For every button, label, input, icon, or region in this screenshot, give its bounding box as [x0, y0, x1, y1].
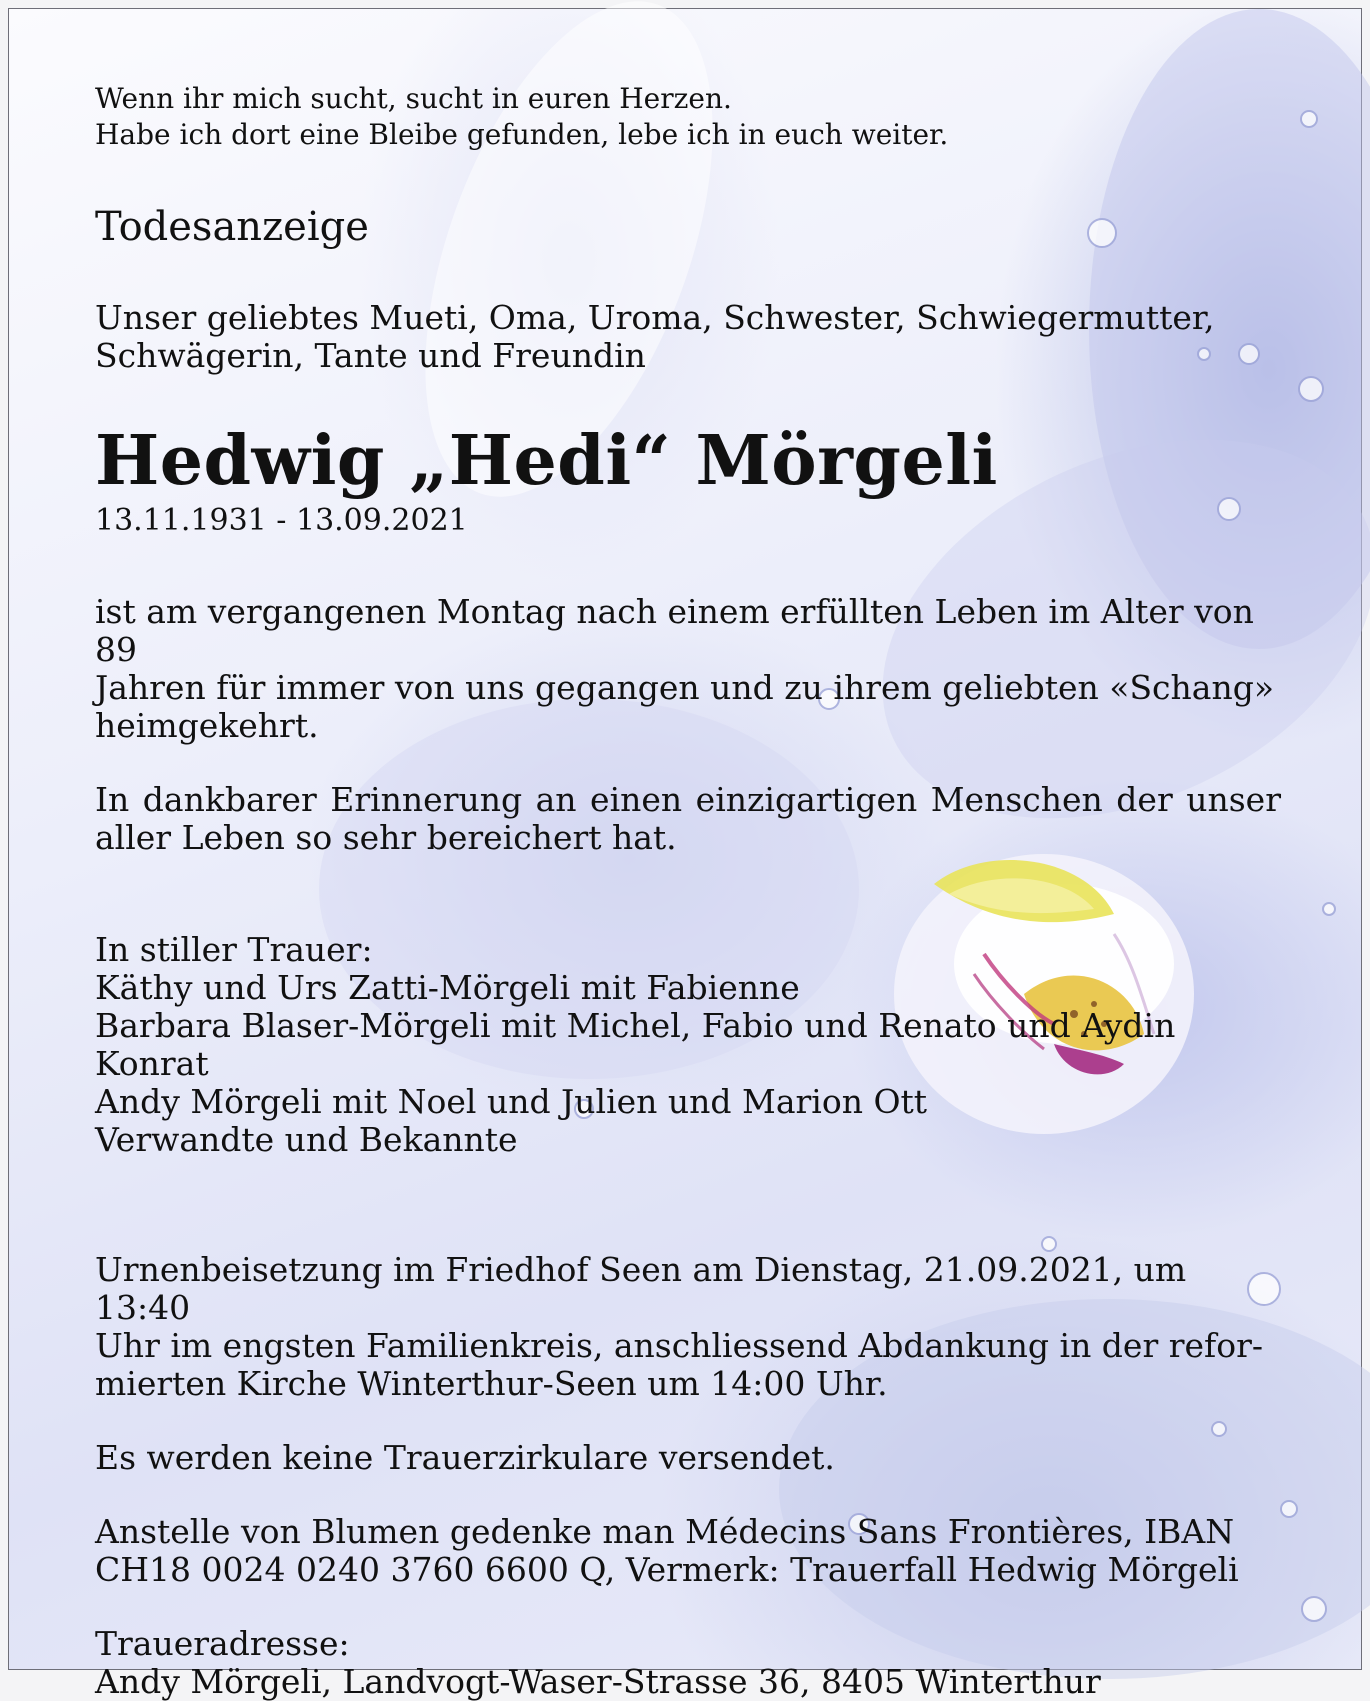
- funeral-line: Urnenbeisetzung im Friedhof Seen am Dienstag, 21.09.2021, um 13:40: [95, 1250, 1187, 1327]
- donation-note: [95, 1513, 1281, 1589]
- notice-text: [95, 81, 1281, 1701]
- deceased-name: Hedwig „Hedi“ Mörgeli: [95, 421, 998, 501]
- funeral-details: [95, 1251, 1281, 1403]
- passing-line: ist am vergangenen Montag nach einem erfüllten Leben im Alter von 89: [95, 592, 1254, 669]
- address-label: Traueradresse:: [95, 1624, 350, 1663]
- donation-line: CH18 0024 0240 3760 6600 Q, Vermerk: Trauerfall Hedwig Mörgeli: [95, 1550, 1239, 1589]
- mourning-address: [95, 1625, 1281, 1701]
- passing-line: Jahren für immer von uns gegangen und zu ihrem geliebten «Schang»: [95, 668, 1275, 707]
- relationship-intro: [95, 299, 1281, 375]
- mourner-name: Verwandte und Bekannte: [95, 1120, 518, 1159]
- intro-line: Unser geliebtes Mueti, Oma, Uroma, Schwester, Schwiegermutter,: [95, 298, 1215, 337]
- donation-line: Anstelle von Blumen gedenke man Médecins Sans Frontières, IBAN: [95, 1512, 1235, 1551]
- obituary-notice: [8, 8, 1362, 1701]
- mourner-name: Barbara Blaser-Mörgeli mit Michel, Fabio und Renato und Aydin Konrat: [95, 1006, 1176, 1083]
- no-circulars-note: Es werden keine Trauerzirkulare versendet.: [95, 1438, 835, 1477]
- intro-line: Schwägerin, Tante und Freundin: [95, 336, 646, 375]
- remembrance-paragraph: In dankbarer Erinnerung an einen einzigartigen Menschen der unser aller Leben so sehr bereichert hat.: [95, 780, 1281, 857]
- life-dates: 13.11.1931 - 13.09.2021: [95, 503, 468, 538]
- notice-heading: Todesanzeige: [95, 204, 369, 250]
- motto-verse: [95, 81, 1281, 153]
- mourners-label: In stiller Trauer:: [95, 930, 373, 969]
- motto-line: Habe ich dort eine Bleibe gefunden, lebe ich in euch weiter.: [95, 118, 949, 151]
- passing-line: heimgekehrt.: [95, 706, 319, 745]
- mourner-name: Käthy und Urs Zatti-Mörgeli mit Fabienne: [95, 968, 800, 1007]
- funeral-line: mierten Kirche Winterthur-Seen um 14:00 Uhr.: [95, 1364, 888, 1403]
- mourner-name: Andy Mörgeli mit Noel und Julien und Marion Ott: [95, 1082, 928, 1121]
- funeral-line: Uhr im engsten Familienkreis, anschliessend Abdankung in der refor-: [95, 1326, 1264, 1365]
- motto-line: Wenn ihr mich sucht, sucht in euren Herzen.: [95, 82, 732, 115]
- mourners-block: [95, 931, 1281, 1159]
- passing-paragraph: [95, 593, 1281, 745]
- address-value: Andy Mörgeli, Landvogt-Waser-Strasse 36, 8405 Winterthur: [95, 1662, 1101, 1701]
